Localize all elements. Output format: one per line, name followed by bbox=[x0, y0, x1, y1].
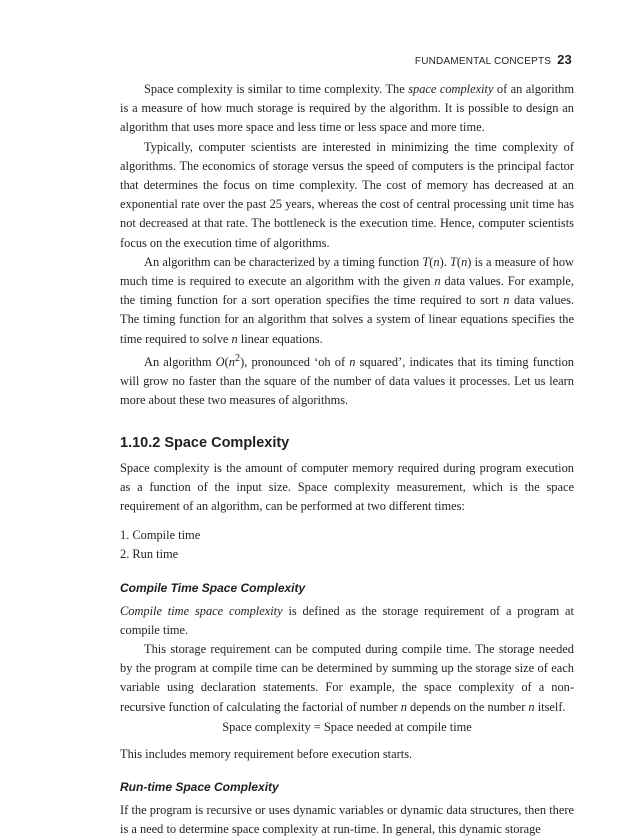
math-paren: ) bbox=[240, 354, 245, 369]
math-paren: ) bbox=[467, 254, 472, 269]
math-var: n bbox=[461, 254, 468, 269]
math-paren: ( bbox=[456, 254, 462, 269]
text-run: data values. For example, the timing function for a sort operation specifies the time required to sort bbox=[120, 274, 574, 308]
paragraph-compile-time-definition bbox=[120, 602, 574, 640]
text-run: Space complexity is similar to time complexity. The bbox=[144, 82, 409, 96]
text-run: of an algorithm is a measure of how much storage is required by the algorithm. It is possible to design an algorithm that uses more space and less time or less space and more time. bbox=[120, 82, 574, 135]
math-paren: ( bbox=[429, 254, 434, 269]
math-var: n bbox=[228, 354, 235, 369]
math-paren: ( bbox=[224, 354, 229, 369]
subsection-heading-run-time: Run-time Space Complexity bbox=[120, 780, 279, 795]
paragraph-space-vs-time bbox=[120, 80, 574, 138]
paragraph-run-time: If the program is recursive or uses dynamic variables or dynamic data structures, then there is a need to determine space complexity at run-time. In general, this dynamic storage bbox=[120, 803, 574, 837]
text-run: squared’, indicates that its timing function will grow no faster than the square of the number of data values it processes. Let us learn more about these two measures of algorithms. bbox=[120, 354, 574, 408]
text-run: data values. The timing function for an algorithm that solves a system of linear equations specifies the time required to solve bbox=[120, 293, 574, 346]
text-run: An algorithm bbox=[144, 354, 216, 369]
space-complexity-equation: Space complexity = Space needed at compile time bbox=[222, 719, 472, 734]
measurement-times-list bbox=[120, 526, 574, 564]
page-number: 23 bbox=[557, 52, 572, 67]
math-var: n bbox=[400, 699, 407, 714]
section-heading: 1.10.2 Space Complexity bbox=[120, 434, 290, 451]
math-var: n bbox=[434, 274, 441, 289]
math-paren: ). bbox=[439, 254, 451, 269]
text-run: This storage requirement can be computed during compile time. The storage needed by the program at compile time can be determined by summing up the storage size of each variable using declaration statements. For example, the space complexity of a non-recursive function of calculating the factorial of number bbox=[120, 642, 574, 714]
math-var: O bbox=[215, 354, 225, 369]
math-var: n bbox=[503, 293, 510, 308]
math-var: T bbox=[450, 254, 457, 269]
list-item: 2. Run time bbox=[120, 547, 179, 562]
text-run: , pronounced ‘oh of bbox=[244, 354, 350, 369]
text-run: An algorithm can be characterized by a timing function bbox=[144, 254, 423, 269]
running-title: FUNDAMENTAL CONCEPTS bbox=[414, 56, 552, 67]
math-var: n bbox=[349, 354, 356, 369]
paragraph-timing-function bbox=[120, 253, 574, 349]
paragraph-minimizing-time: Typically, computer scientists are interested in minimizing the time complexity of algorithms. The economics of storage versus the speed of computers is the principal factor that determines the focus on time complexity. The cost of memory has decreased at an exponential rate over the past 25 years, whereas the cost of central processing unit time has not decreased at that rate. The bottleneck is the execution time. Hence, computer scientists focus on the execution time of algorithms. bbox=[120, 139, 574, 250]
paragraph-memory-requirement: This includes memory requirement before execution starts. bbox=[120, 747, 413, 762]
text-run: is defined as the storage requirement of a program at compile time. bbox=[120, 603, 575, 637]
list-item: 1. Compile time bbox=[120, 528, 201, 543]
text-run: linear equations. bbox=[237, 331, 323, 346]
subsection-heading-compile-time: Compile Time Space Complexity bbox=[120, 580, 306, 595]
math-var: T bbox=[422, 254, 430, 269]
emphasis-term: space complexity bbox=[408, 82, 494, 96]
math-var: n bbox=[528, 699, 535, 714]
running-header bbox=[415, 52, 572, 67]
text-run: is a measure of how much time is required to execute an algorithm with the given bbox=[120, 254, 574, 289]
page-body bbox=[120, 80, 574, 840]
math-superscript: 2 bbox=[234, 352, 241, 364]
math-var: n bbox=[231, 331, 238, 346]
emphasis-term: Compile time space complexity bbox=[120, 603, 283, 618]
math-var: n bbox=[433, 254, 440, 269]
text-run: depends on the number bbox=[406, 699, 529, 714]
paragraph-big-o bbox=[120, 349, 574, 411]
text-run: itself. bbox=[534, 699, 566, 714]
paragraph-compile-time-details bbox=[120, 640, 574, 717]
paragraph-space-definition: Space complexity is the amount of computer memory required during program execution as a function of the input size. Space complexity measurement, which is the space requirement of an algorithm, can be performed at two different times: bbox=[120, 460, 574, 513]
